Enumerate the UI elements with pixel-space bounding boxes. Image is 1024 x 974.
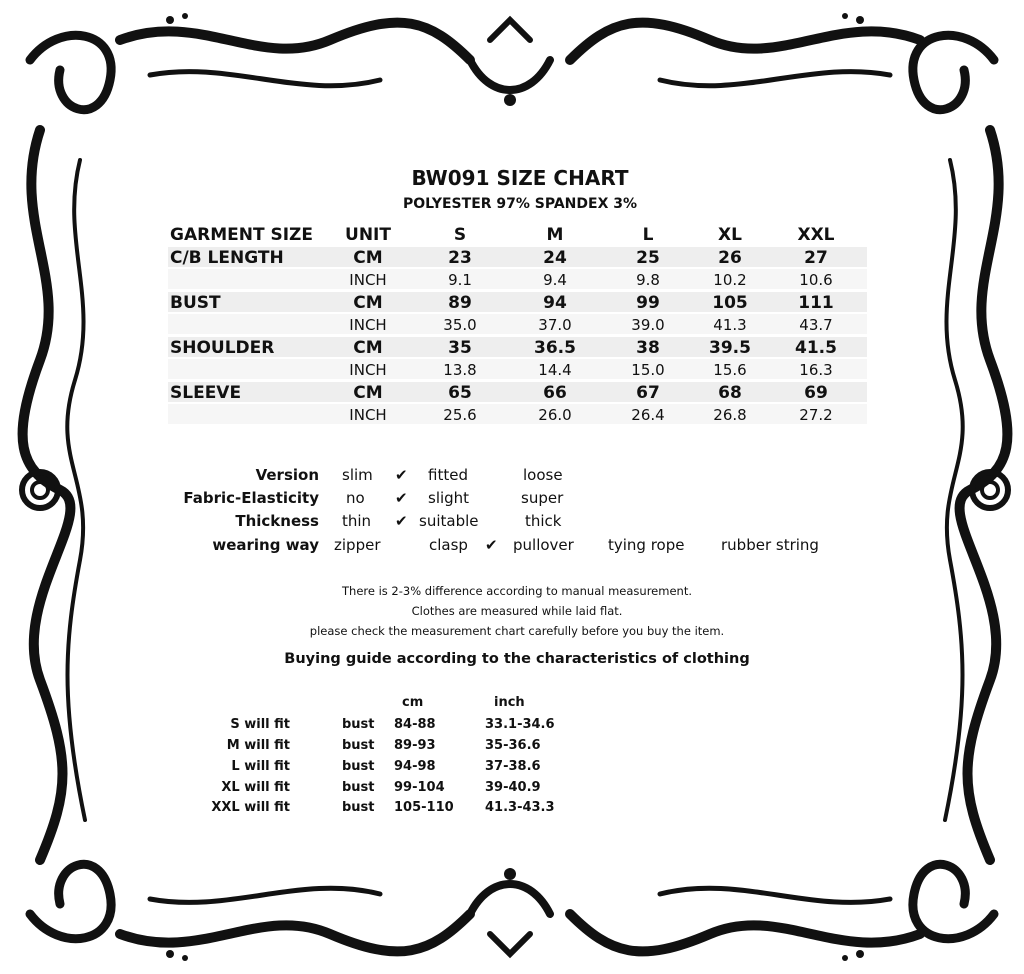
attr-option: tying rope — [608, 536, 685, 554]
attr-label-elasticity: Fabric-Elasticity — [183, 489, 319, 507]
guide-fit: M will fit — [226, 738, 290, 753]
table-cell: 27.2 — [799, 406, 833, 424]
guide-cm: 94-98 — [394, 759, 436, 774]
attr-option: thick — [525, 512, 562, 530]
table-cell: 27 — [804, 248, 828, 268]
table-cell: 15.6 — [713, 361, 747, 379]
guide-part: bust — [342, 759, 375, 774]
row-unit: INCH — [349, 316, 387, 334]
table-cell: 105 — [712, 293, 748, 313]
attr-label-wearing-way: wearing way — [212, 536, 319, 554]
row-label: SHOULDER — [170, 338, 275, 358]
table-cell: 26.8 — [713, 406, 747, 424]
table-cell: 25.6 — [443, 406, 477, 424]
header-unit: UNIT — [345, 225, 391, 245]
table-cell: 10.2 — [713, 271, 747, 289]
table-cell: 15.0 — [631, 361, 665, 379]
check-icon: ✔ — [395, 466, 408, 484]
row-unit: CM — [353, 248, 383, 268]
check-icon: ✔ — [395, 489, 408, 507]
table-cell: 26.4 — [631, 406, 665, 424]
row-unit: INCH — [349, 406, 387, 424]
table-cell: 39.5 — [709, 338, 751, 358]
table-cell: 99 — [636, 293, 660, 313]
table-cell: 9.1 — [448, 271, 472, 289]
header-size-xl: XL — [718, 225, 742, 245]
guide-fit: XXL will fit — [211, 800, 290, 815]
attr-option: pullover — [513, 536, 574, 554]
table-cell: 37.0 — [538, 316, 572, 334]
chart-title: BW091 SIZE CHART — [411, 166, 629, 190]
header-size-l: L — [642, 225, 654, 245]
attr-option: clasp — [429, 536, 468, 554]
guide-part: bust — [342, 738, 375, 753]
header-size-s: S — [453, 225, 467, 245]
header-size-m: M — [546, 225, 564, 245]
table-cell: 65 — [448, 383, 472, 403]
table-cell: 14.4 — [538, 361, 572, 379]
fabric-composition: POLYESTER 97% SPANDEX 3% — [402, 196, 638, 212]
table-cell: 68 — [718, 383, 742, 403]
attr-option: fitted — [428, 466, 468, 484]
table-cell: 89 — [448, 293, 472, 313]
guide-inch: 33.1-34.6 — [485, 717, 555, 732]
table-cell: 41.3 — [713, 316, 747, 334]
table-cell: 38 — [636, 338, 660, 358]
guide-part: bust — [342, 717, 375, 732]
guide-header-cm: cm — [402, 695, 424, 710]
row-unit: CM — [353, 293, 383, 313]
attr-option: rubber string — [721, 536, 819, 554]
guide-fit: L will fit — [231, 759, 290, 774]
guide-cm: 84-88 — [394, 717, 436, 732]
attr-option: no — [346, 489, 365, 507]
attr-option: thin — [342, 512, 372, 530]
attr-option: slim — [342, 466, 373, 484]
attr-label-version: Version — [255, 466, 319, 484]
header-size-xxl: XXL — [797, 225, 835, 245]
guide-cm: 105-110 — [394, 800, 454, 815]
table-cell: 13.8 — [443, 361, 477, 379]
note-line: Clothes are measured while laid flat. — [411, 604, 623, 618]
table-cell: 66 — [543, 383, 567, 403]
guide-inch: 41.3-43.3 — [485, 800, 555, 815]
attr-option: zipper — [334, 536, 381, 554]
table-cell: 23 — [448, 248, 472, 268]
table-cell: 43.7 — [799, 316, 833, 334]
row-label: SLEEVE — [170, 383, 242, 403]
check-icon: ✔ — [395, 512, 408, 530]
table-cell: 26.0 — [538, 406, 572, 424]
table-cell: 35 — [448, 338, 472, 358]
table-cell: 35.0 — [443, 316, 477, 334]
table-cell: 25 — [636, 248, 660, 268]
guide-part: bust — [342, 800, 375, 815]
table-cell: 26 — [718, 248, 742, 268]
guide-part: bust — [342, 780, 375, 795]
attr-option: slight — [428, 489, 470, 507]
guide-inch: 35-36.6 — [485, 738, 541, 753]
attr-option: suitable — [419, 512, 479, 530]
row-unit: CM — [353, 383, 383, 403]
note-line: please check the measurement chart carefully before you buy the item. — [309, 624, 725, 638]
header-garment-size: GARMENT SIZE — [170, 225, 313, 245]
attr-label-thickness: Thickness — [235, 512, 319, 530]
guide-fit: S will fit — [230, 717, 290, 732]
row-unit: INCH — [349, 361, 387, 379]
note-line: There is 2-3% difference according to manual measurement. — [342, 584, 692, 598]
table-cell: 67 — [636, 383, 660, 403]
guide-cm: 89-93 — [394, 738, 436, 753]
check-icon: ✔ — [485, 536, 498, 554]
guide-cm: 99-104 — [394, 780, 445, 795]
guide-header-inch: inch — [494, 695, 525, 710]
guide-inch: 39-40.9 — [485, 780, 541, 795]
table-cell: 16.3 — [799, 361, 833, 379]
table-cell: 94 — [543, 293, 567, 313]
table-cell: 36.5 — [534, 338, 576, 358]
table-cell: 9.4 — [543, 271, 567, 289]
row-label: BUST — [170, 293, 221, 313]
table-cell: 39.0 — [631, 316, 665, 334]
row-unit: INCH — [349, 271, 387, 289]
attr-option: loose — [523, 466, 563, 484]
guide-fit: XL will fit — [221, 780, 290, 795]
table-cell: 24 — [543, 248, 567, 268]
table-cell: 10.6 — [799, 271, 833, 289]
table-cell: 69 — [804, 383, 828, 403]
attr-option: super — [521, 489, 564, 507]
table-cell: 9.8 — [636, 271, 660, 289]
row-label: C/B LENGTH — [170, 248, 284, 268]
table-cell: 41.5 — [795, 338, 837, 358]
guide-inch: 37-38.6 — [485, 759, 541, 774]
buying-guide-title: Buying guide according to the characteristics of clothing — [284, 651, 750, 667]
table-cell: 111 — [798, 293, 834, 313]
row-unit: CM — [353, 338, 383, 358]
